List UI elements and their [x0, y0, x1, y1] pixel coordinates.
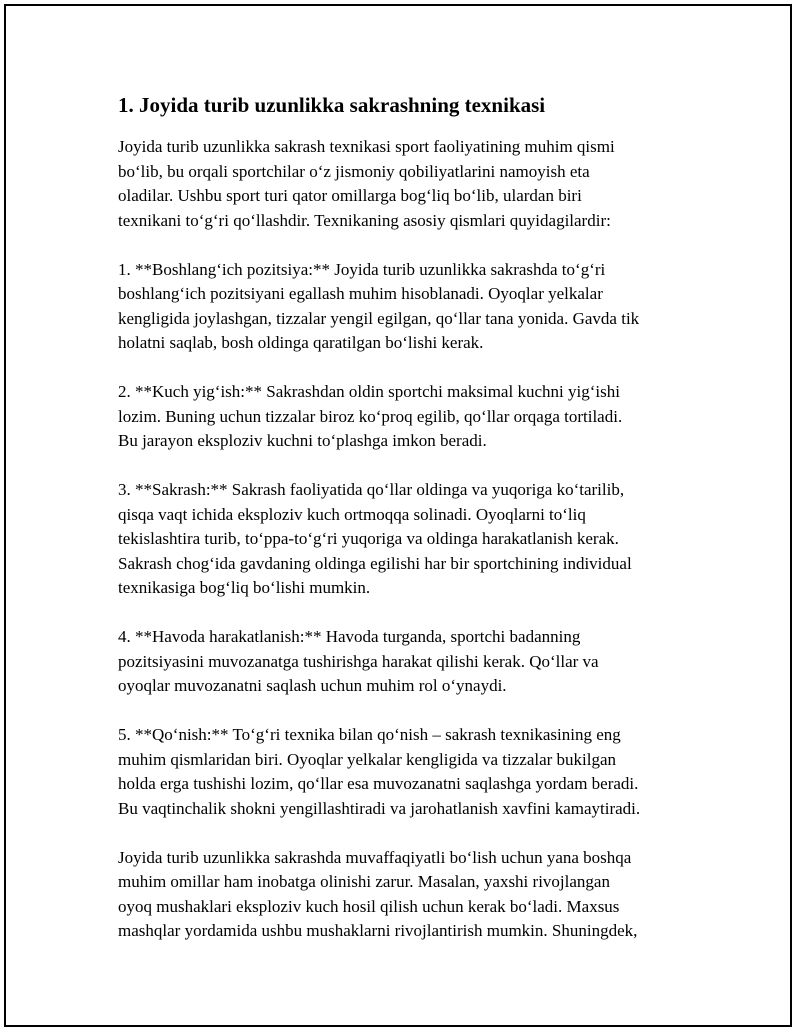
- text-line: oyoqlar muvozanatni saqlash uchun muhim rol o‘ynaydi.: [118, 676, 507, 695]
- text-line: holda erga tushishi lozim, qo‘llar esa muvozanatni saqlashga yordam beradi.: [118, 774, 639, 793]
- text-line: lozim. Buning uchun tizzalar biroz ko‘proq egilib, qo‘llar orqaga tortiladi.: [118, 406, 623, 426]
- text-line: bo‘lib, bu orqali sportchilar o‘z jismoniy qobiliyatlarini namoyish eta: [118, 161, 590, 181]
- list-item-flight: [118, 625, 698, 699]
- text-line: Joyida turib uzunlikka sakrash texnikasi sport faoliyatining muhim qismi: [118, 137, 615, 156]
- text-line: oladilar. Ushbu sport turi qator omillarga bog‘liq bo‘lib, ulardan biri: [118, 186, 582, 205]
- text-line: texnikasiga bog‘liq bo‘lishi mumkin.: [118, 578, 371, 597]
- text-line: oyoq mushaklari eksploziv kuch hosil qilish uchun kerak bo‘ladi. Maxsus: [118, 896, 620, 916]
- text-line: boshlang‘ich pozitsiyani egallash muhim hisoblanadi. Oyoqlar yelkalar: [118, 284, 603, 303]
- text-line: 5. **Qo‘nish:** To‘g‘ri texnika bilan qo‘nish – sakrash texnikasining eng: [118, 725, 621, 744]
- document-body: [118, 92, 698, 968]
- text-line: texnikani to‘g‘ri qo‘llashdir. Texnikaning asosiy qismlari quyidagilardir:: [118, 210, 611, 230]
- text-line: Joyida turib uzunlikka sakrashda muvaffaqiyatli bo‘lish uchun yana boshqa: [118, 847, 632, 867]
- text-line: 1. **Boshlang‘ich pozitsiya:** Joyida turib uzunlikka sakrashda to‘g‘ri: [118, 259, 606, 279]
- list-item-landing: [118, 723, 698, 821]
- text-line: qisqa vaqt ichida eksploziv kuch ortmoqqa solinadi. Oyoqlarni to‘liq: [118, 504, 586, 524]
- text-line: muhim qismlaridan biri. Oyoqlar yelkalar kengligida va tizzalar bukilgan: [118, 749, 617, 769]
- text-line: 4. **Havoda harakatlanish:** Havoda turganda, sportchi badanning: [118, 627, 581, 646]
- text-line: tekislashtira turib, to‘ppa-to‘g‘ri yuqoriga va oldinga harakatlanish kerak.: [118, 529, 619, 548]
- text-line: 3. **Sakrash:** Sakrash faoliyatida qo‘llar oldinga va yuqoriga ko‘tarilib,: [118, 480, 625, 499]
- list-item-gathering-strength: [118, 380, 698, 454]
- text-line: Bu vaqtinchalik shokni yengillashtiradi va jarohatlanish xavfini kamaytiradi.: [118, 798, 641, 818]
- text-line: mashqlar yordamida ushbu mushaklarni rivojlantirish mumkin. Shuningdek,: [118, 921, 638, 940]
- intro-paragraph: [118, 135, 698, 233]
- list-item-jump: [118, 478, 698, 601]
- closing-paragraph: [118, 846, 698, 944]
- text-line: holatni saqlab, bosh oldinga qaratilgan bo‘lishi kerak.: [118, 333, 484, 352]
- text-line: Bu jarayon eksploziv kuchni to‘plashga imkon beradi.: [118, 431, 487, 450]
- page-title: 1. Joyida turib uzunlikka sakrashning texnikasi: [118, 93, 546, 117]
- list-item-starting-position: [118, 258, 698, 356]
- text-line: pozitsiyasini muvozanatga tushirishga harakat qilishi kerak. Qo‘llar va: [118, 651, 599, 671]
- text-line: Sakrash chog‘ida gavdaning oldinga egilishi har bir sportchining individual: [118, 553, 632, 573]
- text-line: 2. **Kuch yig‘ish:** Sakrashdan oldin sportchi maksimal kuchni yig‘ishi: [118, 382, 620, 401]
- text-line: muhim omillar ham inobatga olinishi zarur. Masalan, yaxshi rivojlangan: [118, 872, 610, 891]
- text-line: kengligida joylashgan, tizzalar yengil egilgan, qo‘llar tana yonida. Gavda tik: [118, 308, 640, 328]
